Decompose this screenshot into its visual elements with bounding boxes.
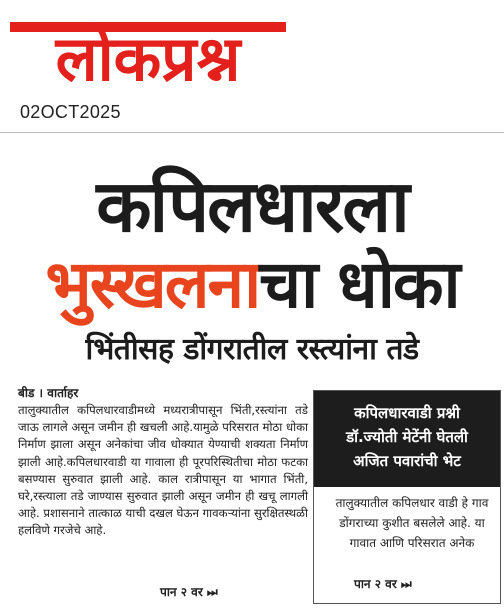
sidebar-story xyxy=(313,390,501,604)
continued-link[interactable]: पान २ वर ⏭ xyxy=(160,585,218,599)
dateline: बीड । वार्ताहर xyxy=(18,386,79,400)
sidebar-headline-line-2: डॉ.ज्योती मेटेंनी घेतली xyxy=(346,428,468,446)
divider xyxy=(0,132,504,133)
sidebar-body: तालुक्यातील कपिलधार वाडी हे गाव डोंगराच्या कुशीत बसलेले आहे. या गावात आणि परिसरात अनेक xyxy=(335,496,489,550)
headline-line-2 xyxy=(0,246,504,323)
sidebar-headline-line-3: अजित पवारांची भेट xyxy=(353,452,461,470)
sidebar-continued-link[interactable]: पान २ वर ⏭ xyxy=(354,577,412,591)
subheadline: भिंतीसह डोंगरातील रस्त्यांना तडे xyxy=(85,332,419,367)
headline-line-1: कपिलधारला xyxy=(96,164,408,248)
sidebar-headline xyxy=(314,391,500,487)
logo-text: लोकप्रश्न xyxy=(55,22,241,95)
article-body: तालुक्यातील कपिलधारवाडीमध्ये मध्यरात्रीपासून भिंती,रस्त्यांना तडे जाऊ लागले असून जमीन ही खचली आहे.यामुळे परिसरात मोठा धोका निर्माण झाला असून अनेकांचा जीव धोक्यात येण्याची शक्यता निर्माण झाली आहे.कपिलधारवाडी या गावाला ही पूरपरिस्थितीचा मोठा फटका बसण्यास सुरुवात झाली आहे. काल रात्रीपासून या भागात भिंती, घरे,रस्त्याला तडे जाण्यास सुरुवात झाली असून जमीन ही खचू लागली आहे. प्रशासनाने तात्काळ याची दखल घेऊन गावकऱ्यांना सुरक्षितस्थळी हलविणे गरजेचे आहे. xyxy=(18,403,308,538)
headline-line-2-rest: ाचा धोका xyxy=(259,246,459,323)
sidebar-headline-line-1: कपिलधारवाडी प्रश्नी xyxy=(354,404,460,422)
issue-date: 02OCT2025 xyxy=(20,102,121,122)
logo-graphic xyxy=(8,4,288,96)
headline-highlight: भुस्खलन xyxy=(45,246,260,323)
masthead-logo xyxy=(8,4,288,96)
